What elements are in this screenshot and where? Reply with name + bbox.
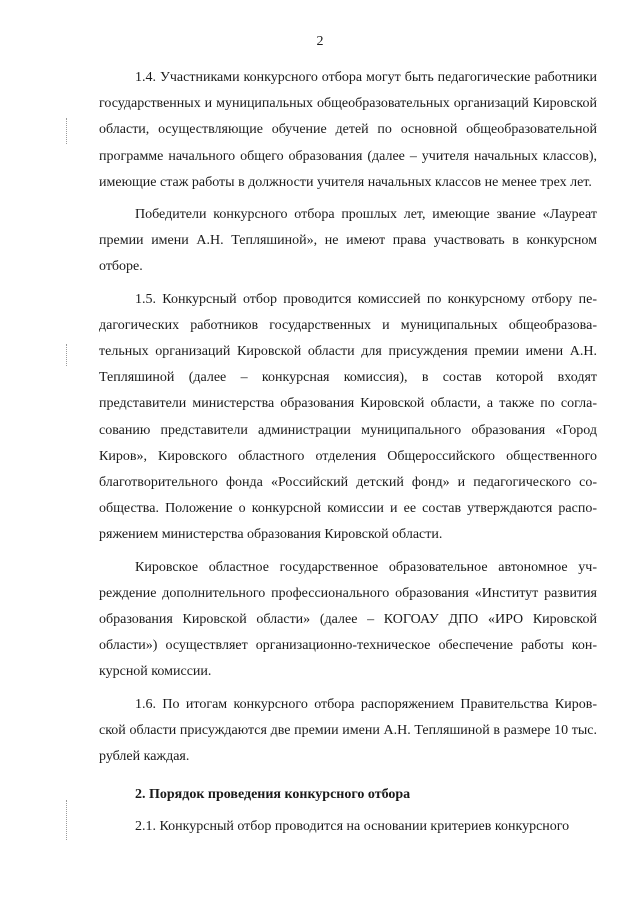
- section-heading: 2. Порядок проведения конкурсного отбора: [135, 787, 411, 803]
- page-number: 2: [316, 34, 324, 49]
- paragraph-1-5: 1.5. Конкурсный отбор проводится комиссией по конкурсному отбору педагогических работников государственных и муниципальных общеобразовательных организаций Кировской области для присуждения премии имени А.Н. Тепляшиной (далее – конкурсная комиссия), в состав которой входят представители министерства образования Кировской области, а также по согласованию представители администрации муниципального образования «Город Киров», Кировского областного отделения Общероссийского общественного благотворительного фонда «Российский детский фонд» и педагогического сообщества. Положение о конкурсной комиссии и ее состав утверждаются распоряжением министерства образования Кировской области.: [99, 291, 597, 543]
- document-body: [99, 65, 597, 841]
- margin-scan-mark: [66, 118, 68, 144]
- paragraph-laureates: Победители конкурсного отбора прошлых лет, имеющие звание «Лауреат премии имени А.Н. Тепляшиной», не имеют права участвовать в конкурсном отборе.: [99, 207, 597, 275]
- margin-scan-mark: [66, 800, 68, 840]
- margin-scan-mark: [66, 344, 68, 366]
- paragraph-1-6: 1.6. По итогам конкурсного отбора распоряжением Правительства Кировской области присуждаются две премии имени А.Н. Тепляшиной в размере 10 тыс. рублей каждая.: [99, 696, 597, 765]
- paragraph-2-1: 2.1. Конкурсный отбор проводится на основании критериев конкурсного: [135, 819, 570, 835]
- paragraph-iro: Кировское областное государственное образовательное автономное учреждение дополнительного профессионального образования «Институт развития образования Кировской области» (далее – КОГОАУ ДПО «ИРО Кировской области») осуществляет организационно-техническое обеспечение работы конкурсной комиссии.: [99, 559, 597, 680]
- paragraph-1-4: 1.4. Участниками конкурсного отбора могут быть педагогические работники государственных и муниципальных общеобразовательных организаций Кировской области, осуществляющие обучение детей по основной общеобразовательной программе начального общего образования (далее – учителя начальных классов), имеющие стаж работы в должности учителя начальных классов не менее трех лет.: [99, 70, 597, 190]
